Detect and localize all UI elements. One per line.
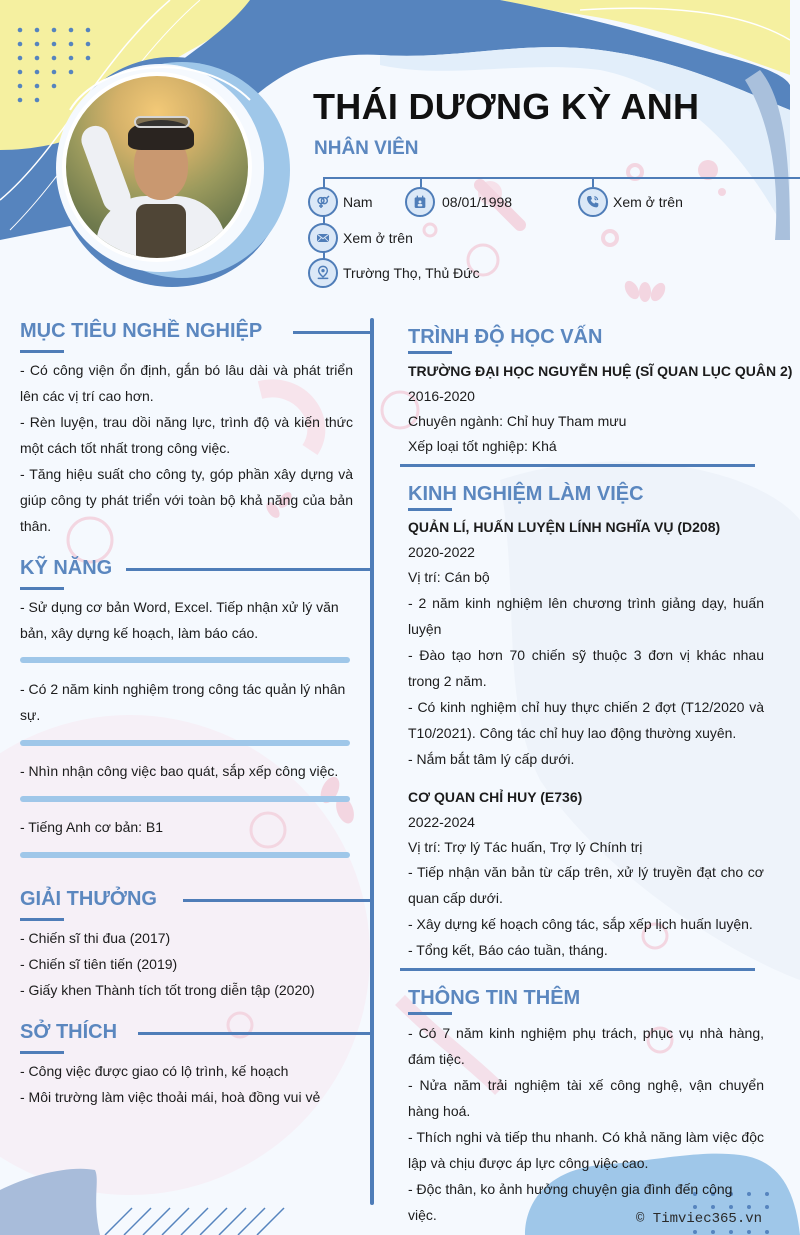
additional-item: - Nửa năm trải nghiệm tài xế công nghệ, vận chuyển hàng hoá. [408, 1077, 764, 1119]
skill-item: - Nhìn nhận công việc bao quát, sắp xếp công việc. [20, 763, 339, 779]
job-duty-item: - 2 năm kinh nghiệm lên chương trình giảng dạy, huấn luyện [408, 595, 764, 637]
objective-item: - Tăng hiệu suất cho công ty, góp phần xây dựng và giúp công ty phát triển với toàn bộ khả năng của bản thân. [20, 466, 353, 534]
section-separator [400, 464, 755, 467]
job-duty-item: - Nắm bắt tâm lý cấp dưới. [408, 751, 575, 767]
candidate-name: THÁI DƯƠNG KỲ ANH [313, 86, 700, 127]
job-period: 2022-2024 [408, 814, 475, 830]
skill-bar [20, 796, 350, 802]
section-rule [293, 331, 373, 334]
job-company: QUẢN LÍ, HUẤN LUYỆN LÍNH NGHĨA VỤ (D208) [408, 519, 721, 535]
photo-shirt [136, 204, 186, 262]
avatar [62, 72, 252, 262]
section-underline [20, 587, 64, 590]
objective-text [20, 357, 353, 539]
section-rule [126, 568, 373, 571]
email-value: Xem ở trên [343, 230, 413, 246]
job-duties [408, 590, 764, 772]
section-underline [20, 918, 64, 921]
location-icon [308, 258, 338, 288]
additional-item: - Thích nghi và tiếp thu nhanh. Có khả năng làm việc độc lập và chịu được áp lực công việc cao. [408, 1129, 764, 1171]
education-school: TRƯỜNG ĐẠI HỌC NGUYỄN HUỆ (SĨ QUAN LỤC QUÂN 2) [408, 363, 793, 379]
section-title-awards: GIẢI THƯỞNG [20, 888, 157, 910]
additional-item: - Độc thân, ko ảnh hưởng chuyện gia đình đến công việc. [408, 1181, 733, 1223]
section-rule [138, 1032, 373, 1035]
additional-item: - Có 7 năm kinh nghiệm phụ trách, phục vụ nhà hàng, đám tiệc. [408, 1025, 764, 1067]
section-title-education: TRÌNH ĐỘ HỌC VẤN [408, 326, 603, 348]
skill-bar [20, 852, 350, 858]
contact-connector-horizontal [323, 177, 800, 179]
job-period: 2020-2022 [408, 544, 475, 560]
profile-photo-frame [52, 62, 262, 272]
watermark: © Timviec365.vn [636, 1211, 763, 1227]
job-duty-item: - Tiếp nhận văn bản từ cấp trên, xử lý truyền đạt cho cơ quan cấp dưới. [408, 864, 764, 906]
award-item: - Chiến sĩ tiên tiến (2019) [20, 956, 178, 972]
job-title: NHÂN VIÊN [314, 138, 419, 159]
gender-icon [308, 187, 338, 217]
award-item: - Chiến sĩ thi đua (2017) [20, 930, 171, 946]
job-duty-item: - Xây dựng kế hoạch công tác, sắp xếp lịch huấn luyện. [408, 916, 753, 932]
section-title-skills: KỸ NĂNG [20, 557, 113, 579]
skill-bar [20, 657, 350, 663]
skill-bar [20, 740, 350, 746]
section-title-experience: KINH NGHIỆM LÀM VIỆC [408, 483, 644, 505]
job-duties [408, 859, 764, 963]
contact-connector-tick [592, 177, 594, 187]
contact-birthday [405, 187, 512, 217]
job-duty-item: - Tổng kết, Báo cáo tuần, tháng. [408, 942, 608, 958]
education-grade: Xếp loại tốt nghiệp: Khá [408, 438, 557, 454]
section-underline [408, 351, 452, 354]
section-title-objective: MỤC TIÊU NGHỀ NGHIỆP [20, 320, 263, 342]
section-underline [408, 1012, 452, 1015]
job-duty-item: - Đào tạo hơn 70 chiến sỹ thuộc 3 đơn vị khác nhau trong 2 năm. [408, 647, 764, 689]
skill-item: - Sử dụng cơ bản Word, Excel. Tiếp nhận xử lý văn bản, xây dựng kế hoạch, làm báo cáo. [20, 599, 339, 641]
gender-value: Nam [343, 194, 373, 210]
skill-item: - Tiếng Anh cơ bản: B1 [20, 819, 164, 835]
phone-icon [578, 187, 608, 217]
objective-item: - Có công viện ổn định, gắn bó lâu dài và phát triển lên các vị trí cao hơn. [20, 362, 353, 404]
section-underline [20, 350, 64, 353]
section-underline [20, 1051, 64, 1054]
contact-connector-tick [420, 177, 422, 187]
birthday-value: 08/01/1998 [442, 194, 513, 210]
column-divider [370, 318, 374, 1205]
hobby-item: - Công việc được giao có lộ trình, kế hoạch [20, 1063, 289, 1079]
contact-phone [578, 187, 683, 217]
contact-address [308, 258, 480, 288]
job-position: Vị trí: Trợ lý Tác huấn, Trợ lý Chính trị [408, 839, 643, 855]
award-item: - Giấy khen Thành tích tốt trong diễn tập (2020) [20, 982, 315, 998]
objective-item: - Rèn luyện, trau dồi năng lực, trình độ và kiến thức một cách tốt nhất trong công việc. [20, 414, 353, 456]
section-title-hobbies: SỞ THÍCH [20, 1021, 118, 1043]
contact-email [308, 223, 413, 253]
section-separator [400, 968, 755, 971]
job-duty-item: - Có kinh nghiệm chỉ huy thực chiến 2 đợt (T12/2020 và T10/2021). Công tác chỉ huy lao động thường xuyên. [408, 699, 764, 741]
photo-glasses [134, 116, 190, 128]
calendar-icon [405, 187, 435, 217]
education-period: 2016-2020 [408, 388, 475, 404]
job-company: CƠ QUAN CHỈ HUY (E736) [408, 789, 583, 805]
additional-text [408, 1020, 764, 1228]
job-position: Vị trí: Cán bộ [408, 569, 490, 585]
section-title-additional: THÔNG TIN THÊM [408, 987, 581, 1009]
section-underline [408, 508, 452, 511]
address-value: Trường Thọ, Thủ Đức [343, 265, 480, 281]
education-major: Chuyên ngành: Chỉ huy Tham mưu [408, 413, 627, 429]
skill-item: - Có 2 năm kinh nghiệm trong công tác quản lý nhân sự. [20, 681, 346, 723]
contact-gender [308, 187, 373, 217]
phone-value: Xem ở trên [613, 194, 683, 210]
email-icon [308, 223, 338, 253]
hobby-item: - Môi trường làm việc thoải mái, hoà đồng vui vẻ [20, 1089, 321, 1105]
section-rule [183, 899, 373, 902]
